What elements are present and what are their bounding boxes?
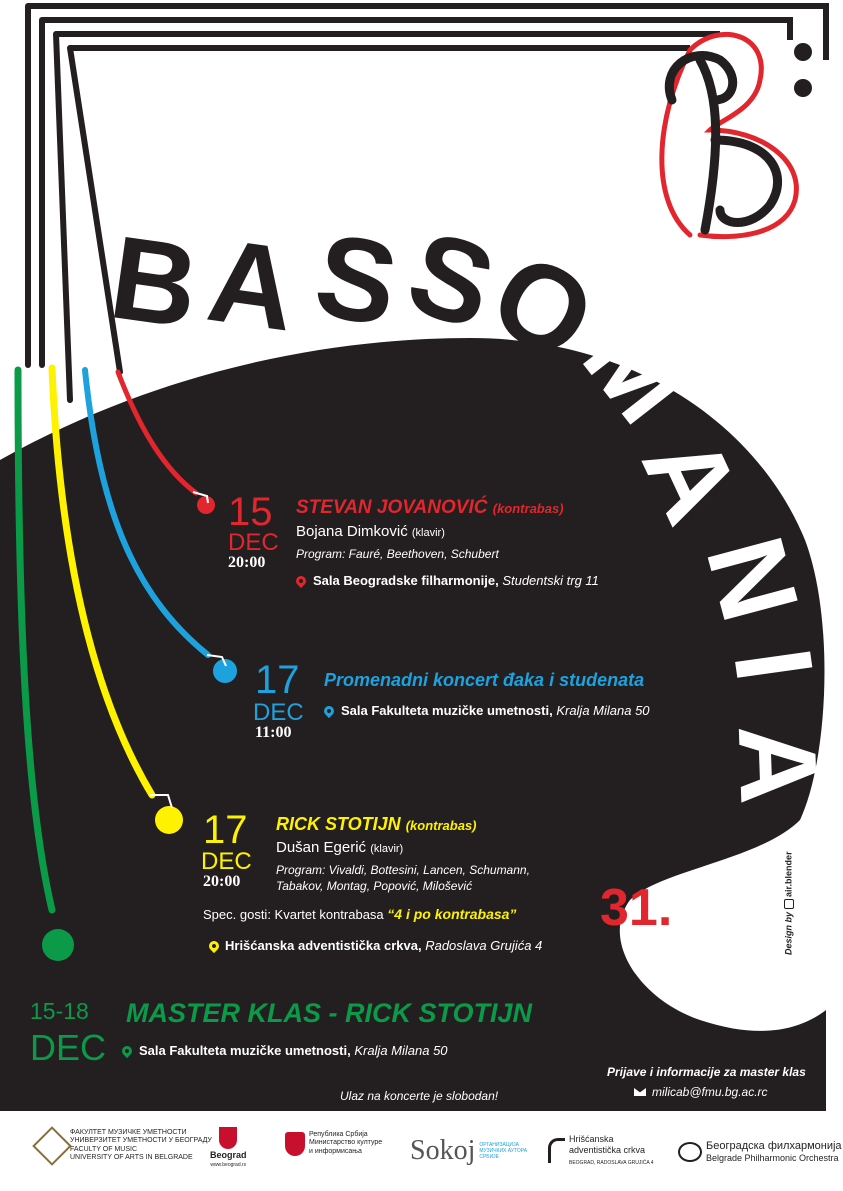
- philharmonic-logo: [678, 1140, 842, 1164]
- church-flame-icon: [548, 1138, 565, 1163]
- svg-text:A: A: [618, 416, 764, 541]
- svg-text:I: I: [710, 640, 837, 689]
- svg-text:S: S: [306, 208, 407, 353]
- event-pianist: [276, 840, 403, 855]
- adventist-church-logo: [548, 1134, 654, 1166]
- performer-name: RICK STOTIJN: [276, 814, 401, 834]
- event-program-line-1: Program: Vivaldi, Bottesini, Lancen, Schumann,: [276, 863, 530, 877]
- pianist-role: (klavir): [370, 843, 404, 855]
- svg-text:O: O: [469, 227, 616, 388]
- svg-text:S: S: [393, 205, 510, 356]
- fmu-text-line: FACULTY OF MUSIC: [70, 1145, 138, 1153]
- svg-text:B: B: [102, 211, 206, 354]
- philharmonic-text: [706, 1140, 842, 1164]
- beograd-text: Beograd: [210, 1150, 247, 1160]
- master-class-title: MASTER KLAS - RICK STOTIJN: [126, 998, 533, 1028]
- performer-role: (kontrabas): [405, 818, 477, 833]
- church-text-line: adventistička crkva: [569, 1144, 646, 1155]
- performer-role: (kontrabas): [492, 501, 564, 516]
- svg-text:A: A: [200, 214, 304, 357]
- sokoj-subtext: [479, 1142, 527, 1160]
- event-special-guests: [203, 907, 516, 921]
- venue-name: Sala Fakulteta muzičke umetnosti,: [139, 1043, 351, 1058]
- ministry-logo: [285, 1131, 382, 1156]
- ministry-text-line: Република Србија: [309, 1131, 368, 1138]
- performer-name: STEVAN JOVANOVIĆ: [296, 497, 488, 518]
- event-venue: [313, 574, 599, 587]
- svg-text:N: N: [682, 524, 823, 634]
- green-peg: [42, 929, 74, 961]
- venue-address: Kralja Milana 50: [354, 1043, 448, 1058]
- red-peg: [197, 496, 215, 514]
- sokoj-text-line: МУЗИЧКИХ АУТОРА: [479, 1147, 528, 1154]
- event-title: Promenadni koncert đaka i studenata: [324, 670, 645, 690]
- master-class-month: DEC: [30, 1027, 107, 1068]
- sokoj-text: Sokoj: [410, 1135, 476, 1166]
- event-time: 20:00: [228, 554, 266, 571]
- event-date-month: DEC: [228, 529, 279, 556]
- venue-address: Studentski trg 11: [502, 573, 599, 588]
- venue-address: Kralja Milana 50: [556, 703, 650, 718]
- guests-label: Spec. gosti: Kvartet kontrabasa: [203, 907, 384, 922]
- event-venue: [341, 704, 650, 717]
- ministry-text-line: и информисања: [309, 1147, 362, 1155]
- instagram-icon: [784, 899, 794, 909]
- master-class-days: 15-18: [30, 998, 89, 1024]
- registration-label: Prijave i informacije za master klas: [607, 1065, 806, 1079]
- pianist-name: Bojana Dimković: [296, 523, 408, 540]
- design-credit: [784, 851, 794, 955]
- yellow-peg: [155, 806, 183, 834]
- event-performer: [276, 815, 477, 833]
- venue-address: Radoslava Grujića 4: [425, 938, 543, 953]
- sokoj-text-line: СРБИЈЕ: [479, 1153, 500, 1160]
- beograd-url: www.beograd.rs: [210, 1161, 247, 1168]
- event-date-day: 17: [203, 808, 248, 852]
- fmu-emblem-icon: [32, 1126, 72, 1166]
- design-credit-label: Design by: [783, 911, 794, 955]
- event-date-day: 15: [228, 490, 273, 534]
- pianist-role: (klavir): [411, 527, 445, 539]
- svg-text:M: M: [559, 297, 713, 446]
- sokoj-text-line: ОРГАНИЗАЦИЈА: [479, 1141, 519, 1148]
- church-text-line: BEOGRAD, RADOSLAVA GRUJIĆA 4: [569, 1159, 654, 1166]
- registration-email[interactable]: milicab@fmu.bg.ac.rc: [652, 1085, 768, 1099]
- guests-name: “4 i po kontrabasa”: [387, 906, 517, 922]
- event-pianist: [296, 524, 445, 539]
- ministry-text: [309, 1131, 382, 1156]
- church-text: [569, 1134, 654, 1166]
- fmu-text-line: УНИВЕРЗИТЕТ УМЕТНОСТИ У БЕОГРАДУ: [70, 1137, 212, 1145]
- church-text-line: Hrišćanska: [569, 1134, 614, 1144]
- ministry-text-line: Министарство културе: [309, 1139, 383, 1147]
- free-entry-note: Ulaz na koncerte je slobodan!: [340, 1089, 499, 1103]
- fmu-text-line: UNIVERSITY OF ARTS IN BELGRADE: [70, 1154, 193, 1162]
- master-class-venue: [139, 1044, 448, 1057]
- philharmonic-swirl-icon: [678, 1142, 702, 1162]
- philharmonic-text-line: Belgrade Philharmonic Orchestra: [706, 1153, 839, 1164]
- event-date-day: 17: [255, 658, 300, 702]
- sokoj-logo: [410, 1134, 527, 1168]
- venue-name: Sala Beogradske filharmonije,: [313, 573, 499, 588]
- event-date-month: DEC: [201, 848, 252, 875]
- fmu-text: [70, 1129, 212, 1163]
- event-time: 11:00: [255, 724, 292, 741]
- event-venue: [225, 939, 542, 952]
- venue-name: Sala Fakulteta muzičke umetnosti,: [341, 703, 553, 718]
- event-program-line-2: Tabakov, Montag, Popović, Milošević: [276, 879, 473, 893]
- event-date-month: DEC: [253, 699, 304, 726]
- venue-name: Hrišćanska adventistička crkva,: [225, 938, 422, 953]
- event-performer: [296, 498, 564, 517]
- fmu-logo: [38, 1129, 212, 1163]
- serbia-crest-icon: [285, 1132, 305, 1156]
- bassomania-logo-mark: [662, 34, 812, 236]
- event-program: Program: Fauré, Beethoven, Schubert: [296, 547, 499, 561]
- svg-text:A: A: [714, 722, 841, 807]
- beograd-logo: [210, 1127, 247, 1168]
- fmu-text-line: ФАКУЛТЕТ МУЗИЧКЕ УМЕТНОСТИ: [70, 1129, 187, 1136]
- design-credit-handle[interactable]: air.blender: [783, 851, 794, 897]
- pianist-name: Dušan Egerić: [276, 839, 367, 856]
- philharmonic-text-line: Београдска филхармонија: [706, 1140, 842, 1152]
- event-time: 20:00: [203, 873, 241, 890]
- edition-number: 31.: [600, 879, 673, 937]
- beograd-crest-icon: [219, 1127, 237, 1149]
